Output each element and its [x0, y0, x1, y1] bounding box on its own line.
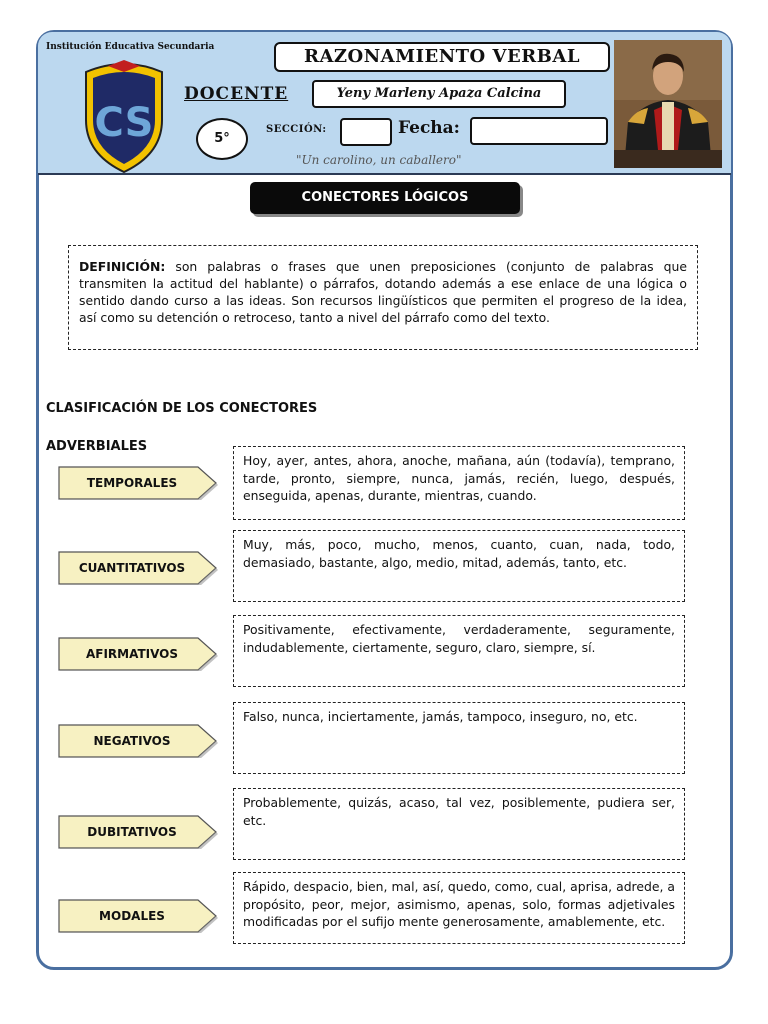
classification-title: CLASIFICACIÓN DE LOS CONECTORES [46, 401, 318, 416]
school-crest-icon [78, 58, 170, 174]
category-examples: Rápido, despacio, bien, mal, así, quedo, como, cual, aprisa, adrede, a propósito, peor, mejor, asimismo, apenas, solo, formas adjetivales modificadas por el sufijo mente generosamente, amablemente, etc. [233, 872, 685, 944]
category-label: AFIRMATIVOS [85, 647, 179, 661]
category-label: NEGATIVOS [93, 734, 171, 748]
category-label: CUANTITATIVOS [78, 561, 186, 575]
category-arrow [58, 815, 218, 849]
group-title: ADVERBIALES [46, 439, 148, 454]
category-arrow [58, 551, 218, 585]
definition-term: DEFINICIÓN: [79, 259, 166, 274]
seccion-label: SECCIÓN: [266, 124, 327, 135]
definition-box [68, 245, 698, 350]
portrait-image-icon [614, 40, 722, 168]
category-examples: Probablemente, quizás, acaso, tal vez, posiblemente, pudiera ser, etc. [233, 788, 685, 860]
category-examples: Falso, nunca, inciertamente, jamás, tampoco, inseguro, no, etc. [233, 702, 685, 774]
school-name: Institución Educativa Secundaria [46, 42, 215, 52]
seccion-field[interactable] [340, 118, 392, 146]
docente-label: DOCENTE [184, 84, 289, 104]
svg-text:CS: CS [94, 100, 154, 146]
grade-badge: 5° [196, 118, 248, 160]
subject-title: RAZONAMIENTO VERBAL [274, 42, 610, 72]
category-examples: Positivamente, efectivamente, verdaderamente, seguramente, indudablemente, ciertamente, seguro, claro, siempre, sí. [233, 615, 685, 687]
section-title: CONECTORES LÓGICOS [250, 182, 520, 214]
fecha-field[interactable] [470, 117, 608, 145]
category-label: TEMPORALES [86, 476, 178, 490]
fecha-label: Fecha: [398, 118, 460, 138]
category-arrow [58, 637, 218, 671]
category-arrow [58, 466, 218, 500]
category-label: MODALES [99, 909, 165, 923]
definition-text: son palabras o frases que unen preposiciones (conjunto de palabras que transmiten la actitud del hablante) o párrafos, dotando además a ese enlace de una lógica o sentido dando curso a las ideas. Son recursos lingüísticos que permiten el progreso de la idea, así como su detención o retroceso, tanto a nivel del párrafo como del texto. [79, 259, 687, 325]
category-label: DUBITATIVOS [87, 825, 177, 839]
category-examples: Muy, más, poco, mucho, menos, cuanto, cuan, nada, todo, demasiado, bastante, algo, medio, mitad, además, tanto, etc. [233, 530, 685, 602]
school-motto: "Un carolino, un caballero" [296, 153, 462, 167]
category-arrow [58, 899, 218, 933]
category-arrow [58, 724, 218, 758]
teacher-name: Yeny Marleny Apaza Calcina [312, 80, 566, 108]
category-examples: Hoy, ayer, antes, ahora, anoche, mañana, aún (todavía), temprano, tarde, pronto, siempre, nunca, jamás, recién, luego, después, enseguida, apenas, durante, mientras, cuando. [233, 446, 685, 520]
worksheet-header [38, 32, 731, 175]
